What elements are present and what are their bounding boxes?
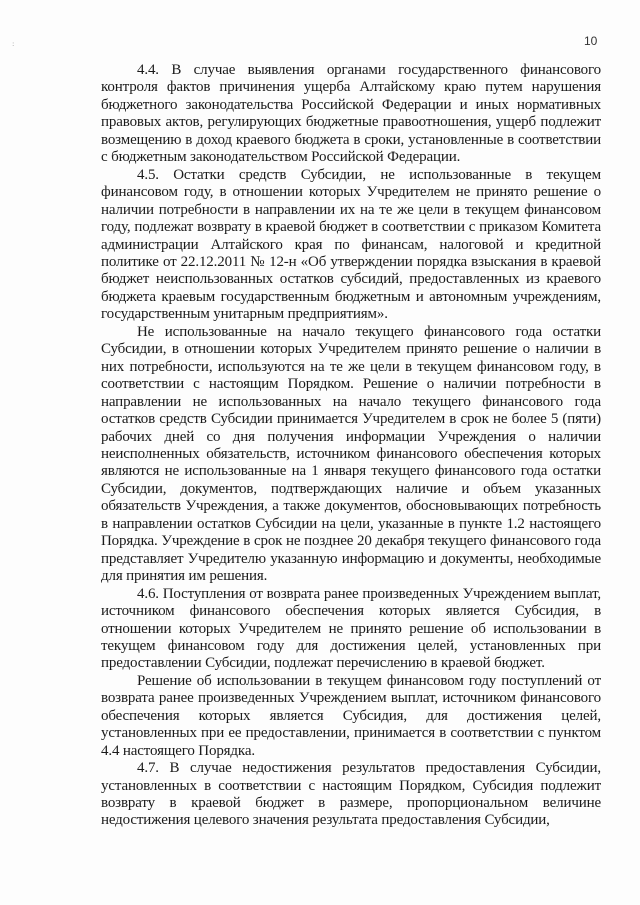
margin-mark: :	[12, 40, 15, 48]
page-number: 10	[584, 34, 598, 48]
paragraph-4-5-unused-balances: Не использованные на начало текущего финансового года остатки Субсидии, в отношении которых Учредителем принято решение о наличии в них потребности, используются на те же цели в текущем финансовом году, в соответствии с настоящим Порядком. Решение о наличии потребности в направлении не использованных на начало текущего финансового года остатков средств Субсидии принимается Учредителем в срок не более 5 (пяти) рабочих дней со дня получения информации Учреждения о наличии неисполненных обязательств, источником финансового обеспечения которых являются не использованные на 1 января текущего финансового года остатки Субсидии, документов, подтверждающих наличие и объем указанных обязательств Учреждения, а также документов, обосновывающих потребность в направлении остатков Субсидии на цели, указанные в пункте 1.2 настоящего Порядка. Учреждение в срок не позднее 20 декабря текущего финансового года представляет Учредителю указанную информацию и документы, необходимые для принятия им решения.	[101, 323, 601, 585]
paragraph-4-6: 4.6. Поступления от возврата ранее произведенных Учреждением выплат, источником финансового обеспечения которых является Субсидия, в отношении которых Учредителем не принято решение об использовании в текущем финансовом году для достижения целей, установленных при предоставлении Субсидии, подлежат перечислению в краевой бюджет.	[101, 585, 601, 672]
paragraph-4-4: 4.4. В случае выявления органами государственного финансового контроля фактов причинения ущерба Алтайскому краю путем нарушения бюджетного законодательства Российской Федерации и иных нормативных правовых актов, регулирующих бюджетные правоотношения, ущерб подлежит возмещению в доход краевого бюджета в сроки, установленные в соответствии с бюджетным законодательством Российской Федерации.	[101, 62, 601, 166]
paragraph-4-6-decision: Решение об использовании в текущем финансовом году поступлений от возврата ранее произведенных Учреждением выплат, источником финансового обеспечения которых является Субсидия, для достижения целей, установленных при ее предоставлении, принимается в соответствии с пунктом 4.4 настоящего Порядка.	[101, 672, 601, 759]
paragraph-4-7: 4.7. В случае недостижения результатов предоставления Субсидии, установленных в соответствии с настоящим Порядком, Субсидия подлежит возврату в краевой бюджет в размере, пропорциональном величине недостижения целевого значения результата предоставления Субсидии,	[101, 760, 601, 829]
document-body	[101, 62, 601, 830]
paragraph-4-5: 4.5. Остатки средств Субсидии, не использованные в текущем финансовом году, в отношении которых Учредителем не принято решение о наличии потребности в направлении их на те же цели в текущем финансовом году, подлежат возврату в краевой бюджет в соответствии с приказом Комитета администрации Алтайского края по финансам, налоговой и кредитной политике от 22.12.2011 № 12-н «Об утверждении порядка взыскания в краевой бюджет неиспользованных остатков субсидий, предоставленных из краевого бюджета краевым государственным бюджетным и автономным учреждениям, государственным унитарным предприятиям».	[101, 166, 601, 323]
